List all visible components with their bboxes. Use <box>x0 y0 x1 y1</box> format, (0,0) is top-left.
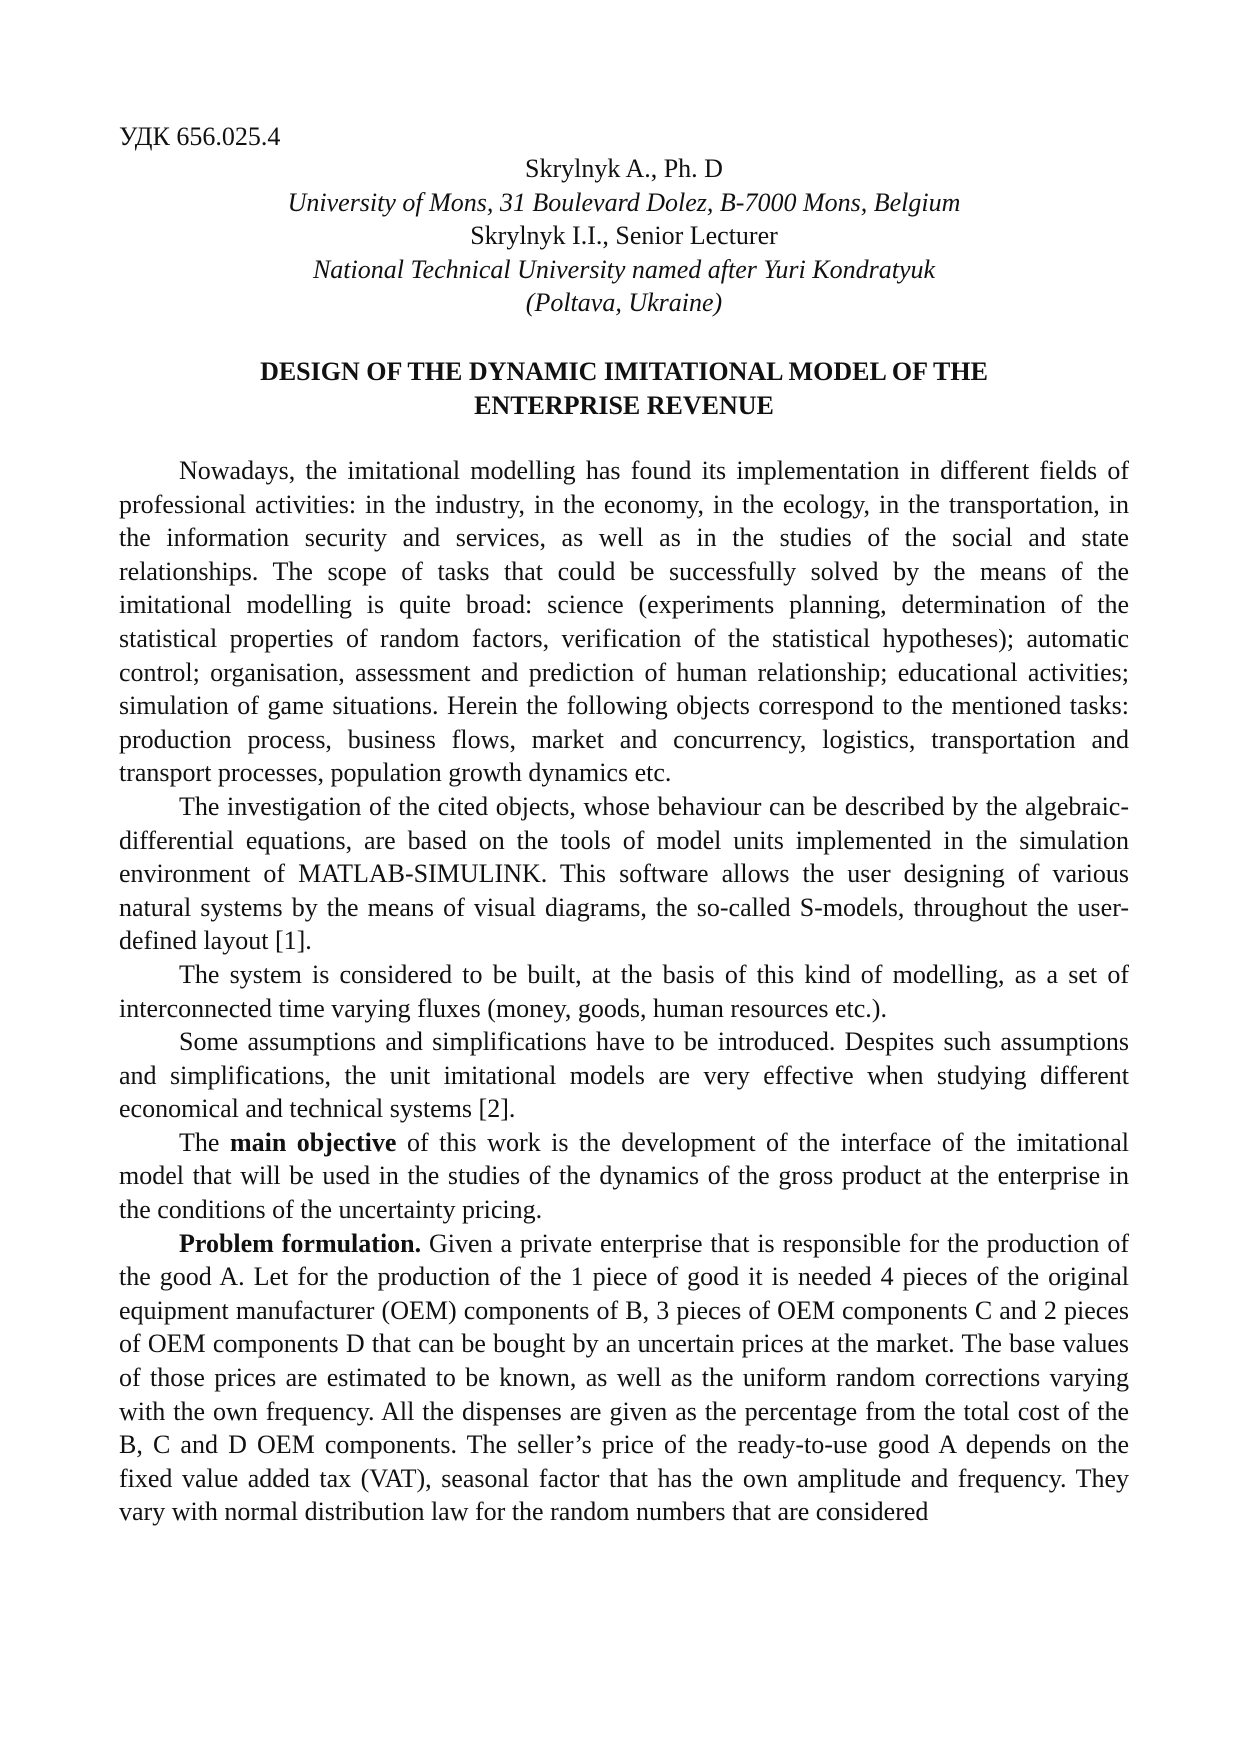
paragraph-4: Some assumptions and simplifications have to be introduced. Despites such assumptions and simplifications, the unit imitational models are very effective when studying different economical and technical systems [2]. <box>119 1027 1129 1124</box>
body-text <box>119 454 1129 1529</box>
paragraph-2: The investigation of the cited objects, whose behaviour can be described by the algebraic-differential equations, are based on the tools of model units implemented in the simulation environment of MATLAB-SIMULINK. This software allows the user designing of various natural systems by the means of visual diagrams, the so-called S-models, throughout the user-defined layout [1]. <box>119 791 1129 956</box>
author-1: Skrylnyk A., Ph. D <box>525 154 723 183</box>
paragraph-6 <box>119 1227 1129 1529</box>
paragraph-6-rest: Given a private enterprise that is responsible for the production of the good A. Let for the production of the 1 piece of good it is needed 4 pieces of the original equipment manufacturer (OEM) components of B, 3 pieces of OEM components C and 2 pieces of OEM components D that can be bought by an uncertain prices at the market. The base values of those prices are estimated to be known, as well as the uniform random corrections varying with the own frequency. All the dispenses are given as the percentage from the total cost of the B, C and D OEM components. The seller’s price of the ready-to-use good A depends on the fixed value added tax (VAT), seasonal factor that has the own amplitude and frequency. They vary with normal distribution law for the random numbers that are considered <box>119 1228 1129 1527</box>
author-block <box>119 152 1129 320</box>
paper-title <box>119 355 1129 422</box>
paper-title-line-1: DESIGN OF THE DYNAMIC IMITATIONAL MODEL OF THE <box>260 357 988 386</box>
main-objective-label: main objective <box>229 1127 397 1157</box>
paragraph-1: Nowadays, the imitational modelling has found its implementation in different fields of professional activities: in the industry, in the economy, in the ecology, in the transportation, in the information security and services, as well as in the studies of the social and state relationships. The scope of tasks that could be successfully solved by the means of the imitational modelling is quite broad: science (experiments planning, determination of the statistical properties of random factors, verification of the statistical hypotheses); automatic control; organisation, assessment and prediction of human relationship; educational activities; simulation of game situations. Herein the following objects correspond to the mentioned tasks: production process, business flows, market and concurrency, logistics, transportation and transport processes, population growth dynamics etc. <box>119 456 1129 788</box>
paragraph-5-rest: of this work is the development of the interface of the imitational model that will be used in the studies of the dynamics of the gross product at the enterprise in the conditions of the uncertainty pricing. <box>119 1127 1130 1225</box>
udk-code: УДК 656.025.4 <box>119 122 281 151</box>
affiliation-2-line-1: National Technical University named after Yuri Kondratyuk <box>312 254 936 284</box>
paragraph-5-start: The <box>179 1127 220 1157</box>
affiliation-1: University of Mons, 31 Boulevard Dolez, B-7000 Mons, Belgium <box>287 187 961 217</box>
paragraph-3: The system is considered to be built, at the basis of this kind of modelling, as a set of interconnected time varying fluxes (money, goods, human resources etc.). <box>119 959 1129 1023</box>
problem-formulation-label: Problem formulation. <box>179 1228 422 1258</box>
paper-title-line-2: ENTERPRISE REVENUE <box>474 390 774 420</box>
author-2: Skrylnyk I.I., Senior Lecturer <box>470 221 778 251</box>
paragraph-5 <box>119 1126 1129 1227</box>
affiliation-2-line-2: (Poltava, Ukraine) <box>525 288 723 318</box>
